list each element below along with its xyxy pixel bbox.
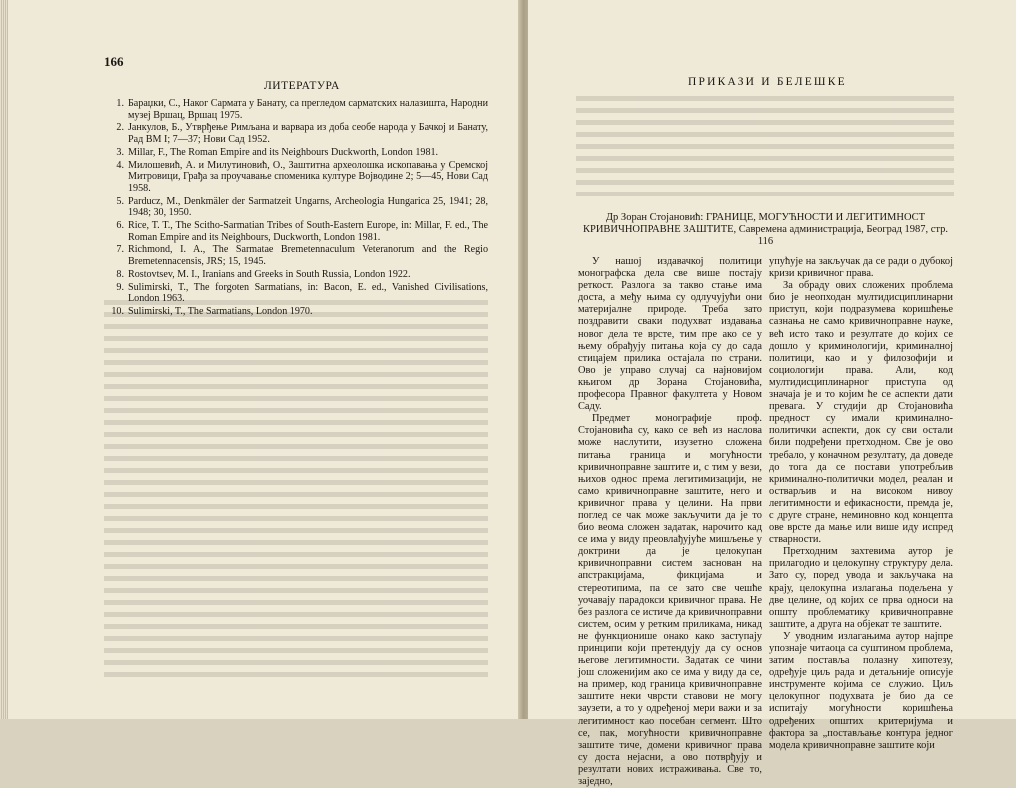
reference-text: Sulimirski, T., The forgoten Sarmatians, in: Bacon, E. ed., Vanished Civilisations, London 1963.	[128, 281, 488, 305]
reference-item	[104, 244, 488, 267]
review-paragraph: упућује на закључак да се ради о дубокој кризи кривичног права.	[769, 256, 953, 280]
reference-item	[104, 196, 488, 219]
reference-text: Rice, T. T., The Scitho-Sarmatian Tribes of South-Eastern Europe, in: Millar, F. ed., The Roman Empire and its Neighbours, Duckworth, London 1981.	[128, 220, 488, 243]
bleed-through-text	[104, 300, 488, 680]
reference-number: 7.	[116, 244, 124, 256]
reference-text: Richmond, I. A., The Sarmatae Bremetennaculum Veteranorum and the Regio Bremetennacensis, JRS; 15, 1945.	[128, 244, 488, 268]
review-paragraph: Предмет монографије проф. Стојановића су, како се већ из наслова може наслутити, изузетно сложена питања граница и могућности кривичноправне заштите и, с тим у вези, њихов однос према легитимизацији, не само кривичноправне заштите, него и кривичног права у целини. На први поглед се чак може закључити да је то био веома сложен задатак, нарочито кад се има у виду преовлађујуће мишљење у доктрини да је целокупан кривичноправни систем заснован на апстракцијама, фикцијама и стереотипима, па се зато све чешће уочавају парадокси кривичног права. Не без разлога се истиче да кривичноправни систем, осим у ретким приликама, никад не функционише онако како заступају принципи који претендују да су основ његове легитимности. Задатак се чини још сложенијим ако се има у виду да се, на пример, код граница кривичноправне заштите неки чврсти ставови не могу заузети, а то у одређеној мери важи и за легитимност као посебан сегмент. Што се, пак, могућности кривичноправне заштите тиче, домени кривичног права су доста нејасни, а ово потврђују и резултати нових истраживања. Све то, заједно,	[578, 413, 762, 788]
references-list	[104, 98, 488, 319]
reference-text: Parducz, M., Denkmäler der Sarmatzeit Ungarns, Archeologia Hungarica 25, 1941; 28, 1948; 30, 1950.	[128, 195, 488, 219]
reference-number: 1.	[116, 98, 124, 109]
reference-text: Sulimirski, T., The Sarmatians, London 1970.	[128, 305, 313, 317]
review-paragraph: У уводним излагањима аутор најпре упознаје читаоца са суштином проблема, затим поставља полазну хипотезу, одређује циљ рада и детаљније описује инструменте којима се служио. Циљ целокупног подухвата је био да се испитају могућности коришћења одређених општих критеријума и фактора за „постављање контура једног модела кривичноправне заштите који	[769, 630, 953, 751]
reference-number: 5.	[116, 195, 124, 207]
reference-text: Јанкулов, Б., Утврђење Римљана и варвара из доба сеобе народа у Бачкој и Банату, Рад ВМ I; 7—37; Нови Сад 1952.	[128, 122, 488, 146]
page-edge	[0, 0, 8, 719]
review-paragraph: У нашој издавачкој политици монографска дела све више постају реткост. Разлога за такво стање има доста, а међу њима су одлучујући они материјалне природе. Треба зато поздравити сваки подухват издавања новог дела те врсте, тим пре ако се у њему обрађују питања која су до сада стицајем прилика остајала по страни. Ово је управо случај са најновијом књигом др Зорана Стојановића, професора Правног факултета у Новом Саду.	[578, 256, 762, 413]
reference-text: Милошевић, А. и Милутиновић, О., Заштитна археолошка ископавања у Сремској Митровици, Грађа за проучавање споменика културе Војводине 2; 5—45, Нови Сад 1958.	[128, 159, 488, 194]
reference-text: Бараџки, С., Наког Сармата у Банату, са прегледом сарматских налазишта, Народни музеј Вршац, Вршац 1975.	[128, 98, 488, 121]
review-column-left	[578, 256, 762, 788]
reference-number: 8.	[116, 268, 124, 280]
reference-number: 4.	[116, 159, 124, 171]
reference-number: 10.	[111, 305, 124, 317]
review-header: Др Зоран Стојановић: ГРАНИЦЕ, МОГУЋНОСТИ И ЛЕГИТИМНОСТ КРИВИЧНОПРАВНЕ ЗАШТИТЕ, Савремена администрација, Београд 1987, стр. 116	[582, 212, 949, 247]
bleed-through-text	[576, 96, 954, 196]
review-column-right	[769, 256, 953, 752]
reference-text: Rostovtsev, M. I., Iranians and Greeks in South Russia, London 1922.	[128, 268, 411, 280]
reference-text: Millar, F., The Roman Empire and its Neighbours Duckworth, London 1981.	[128, 146, 439, 158]
section-title: ПРИКАЗИ И БЕЛЕШКЕ	[688, 76, 847, 88]
reference-item	[104, 122, 488, 145]
references-heading: ЛИТЕРАТУРА	[264, 80, 340, 92]
review-paragraph: Претходним захтевима аутор је прилагодио и целокупну структуру дела. Зато су, поред увода и закључака на крају, целокупна излагања подељена у две целине, од којих се прва односи на општу проблематику кривичноправне заштите, а друга на објекат те заштите.	[769, 546, 953, 630]
reference-number: 2.	[116, 122, 124, 134]
reference-item	[104, 306, 488, 318]
reference-item	[104, 269, 488, 281]
reference-item	[104, 160, 488, 195]
reference-number: 9.	[116, 281, 124, 293]
reference-item	[104, 98, 488, 121]
review-paragraph: За обраду ових сложених проблема био је неопходан мултидисциплинарни приступ, који подразумева коришћење сазнања не само кривичноправне науке, већ исто тако и резултате до којих се дошло у криминологији, криминалној политици, као и у филозофији и социологији права. Али, код мултидисциплинарног приступа од значаја је и то којим ће се аспекти дати превага. У студији др Стојановића предност су имали криминално-политички аспекти, док су сви остали били подређени претходном. Све је ово требало, у коначном резултату, да доведе до тога да се постави употребљив криминално-политички модел, реалан и остварљив и на високом нивоу легитимности и ефикасности, премда је, с друге стране, неминовно код концепта ове врсте да мање или више иду испред стварности.	[769, 280, 953, 546]
reference-item	[104, 220, 488, 243]
page-number: 166	[104, 54, 124, 69]
reference-item	[104, 282, 488, 305]
reference-number: 3.	[116, 146, 124, 158]
reference-number: 6.	[116, 220, 124, 232]
reference-item	[104, 147, 488, 159]
left-page	[0, 0, 520, 719]
